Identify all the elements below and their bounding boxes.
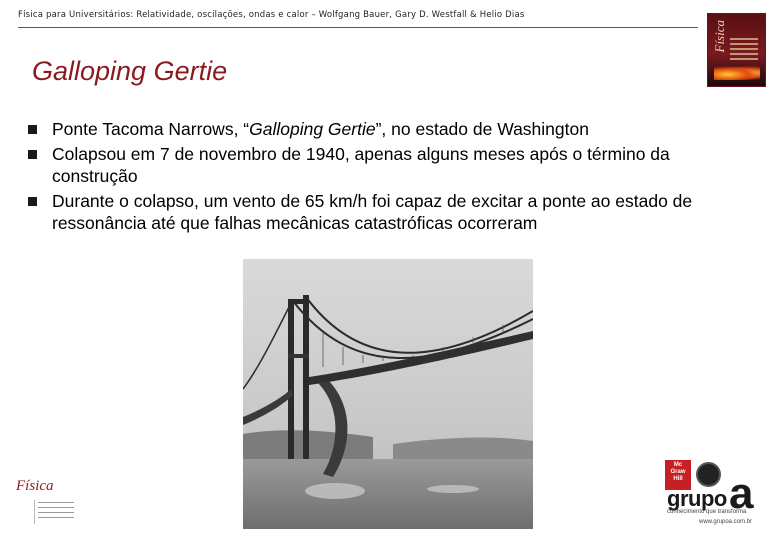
grupo-a-wordmark: grupo — [667, 486, 727, 511]
publisher-logo-grupo-a — [663, 458, 773, 530]
grupo-a-tagline: conhecimento que transforma — [667, 509, 747, 515]
bullet-text: Colapsou em 7 de novembro de 1940, apenas alguns meses após o término da construção — [52, 144, 670, 186]
bullet-item — [28, 143, 748, 187]
header-divider — [18, 27, 698, 28]
book-cover-thumbnail — [708, 14, 765, 86]
university-seal-icon — [696, 462, 721, 487]
mcgraw-hill-logo: Mc Graw Hill — [665, 460, 691, 490]
bullet-item — [28, 118, 748, 140]
square-bullet-icon — [28, 125, 37, 134]
cover-title: Física — [712, 20, 727, 53]
bullet-text: Durante o colapso, um vento de 65 km/h foi capaz de excitar a ponte ao estado de ressonância até que falhas mecânicas catastróficas ocorreram — [52, 191, 693, 233]
square-bullet-icon — [28, 150, 37, 159]
running-header: Física para Universitários: Relatividade, oscilações, ondas e calor – Wolfgang Bauer, Gary D. Westfall & Helio Dias — [18, 10, 525, 20]
square-bullet-icon — [28, 197, 37, 206]
bullet-list — [28, 118, 748, 237]
slide-title: Galloping Gertie — [32, 56, 228, 86]
publisher-logo-fisica — [16, 478, 76, 526]
logo-divider — [34, 500, 35, 524]
brand-logo-text: Física — [16, 478, 54, 494]
bullet-text: Ponte Tacoma Narrows, “Galloping Gertie”, no estado de Washington — [52, 119, 589, 139]
bullet-item — [28, 190, 748, 234]
bridge-collapse-photo — [243, 259, 533, 529]
cover-flame-art — [714, 66, 760, 80]
logo-text-lines — [38, 502, 74, 522]
grupo-a-url: www.grupoa.com.br — [699, 519, 753, 525]
grupo-a-letter: a — [729, 469, 754, 518]
cover-text-lines — [730, 38, 758, 63]
